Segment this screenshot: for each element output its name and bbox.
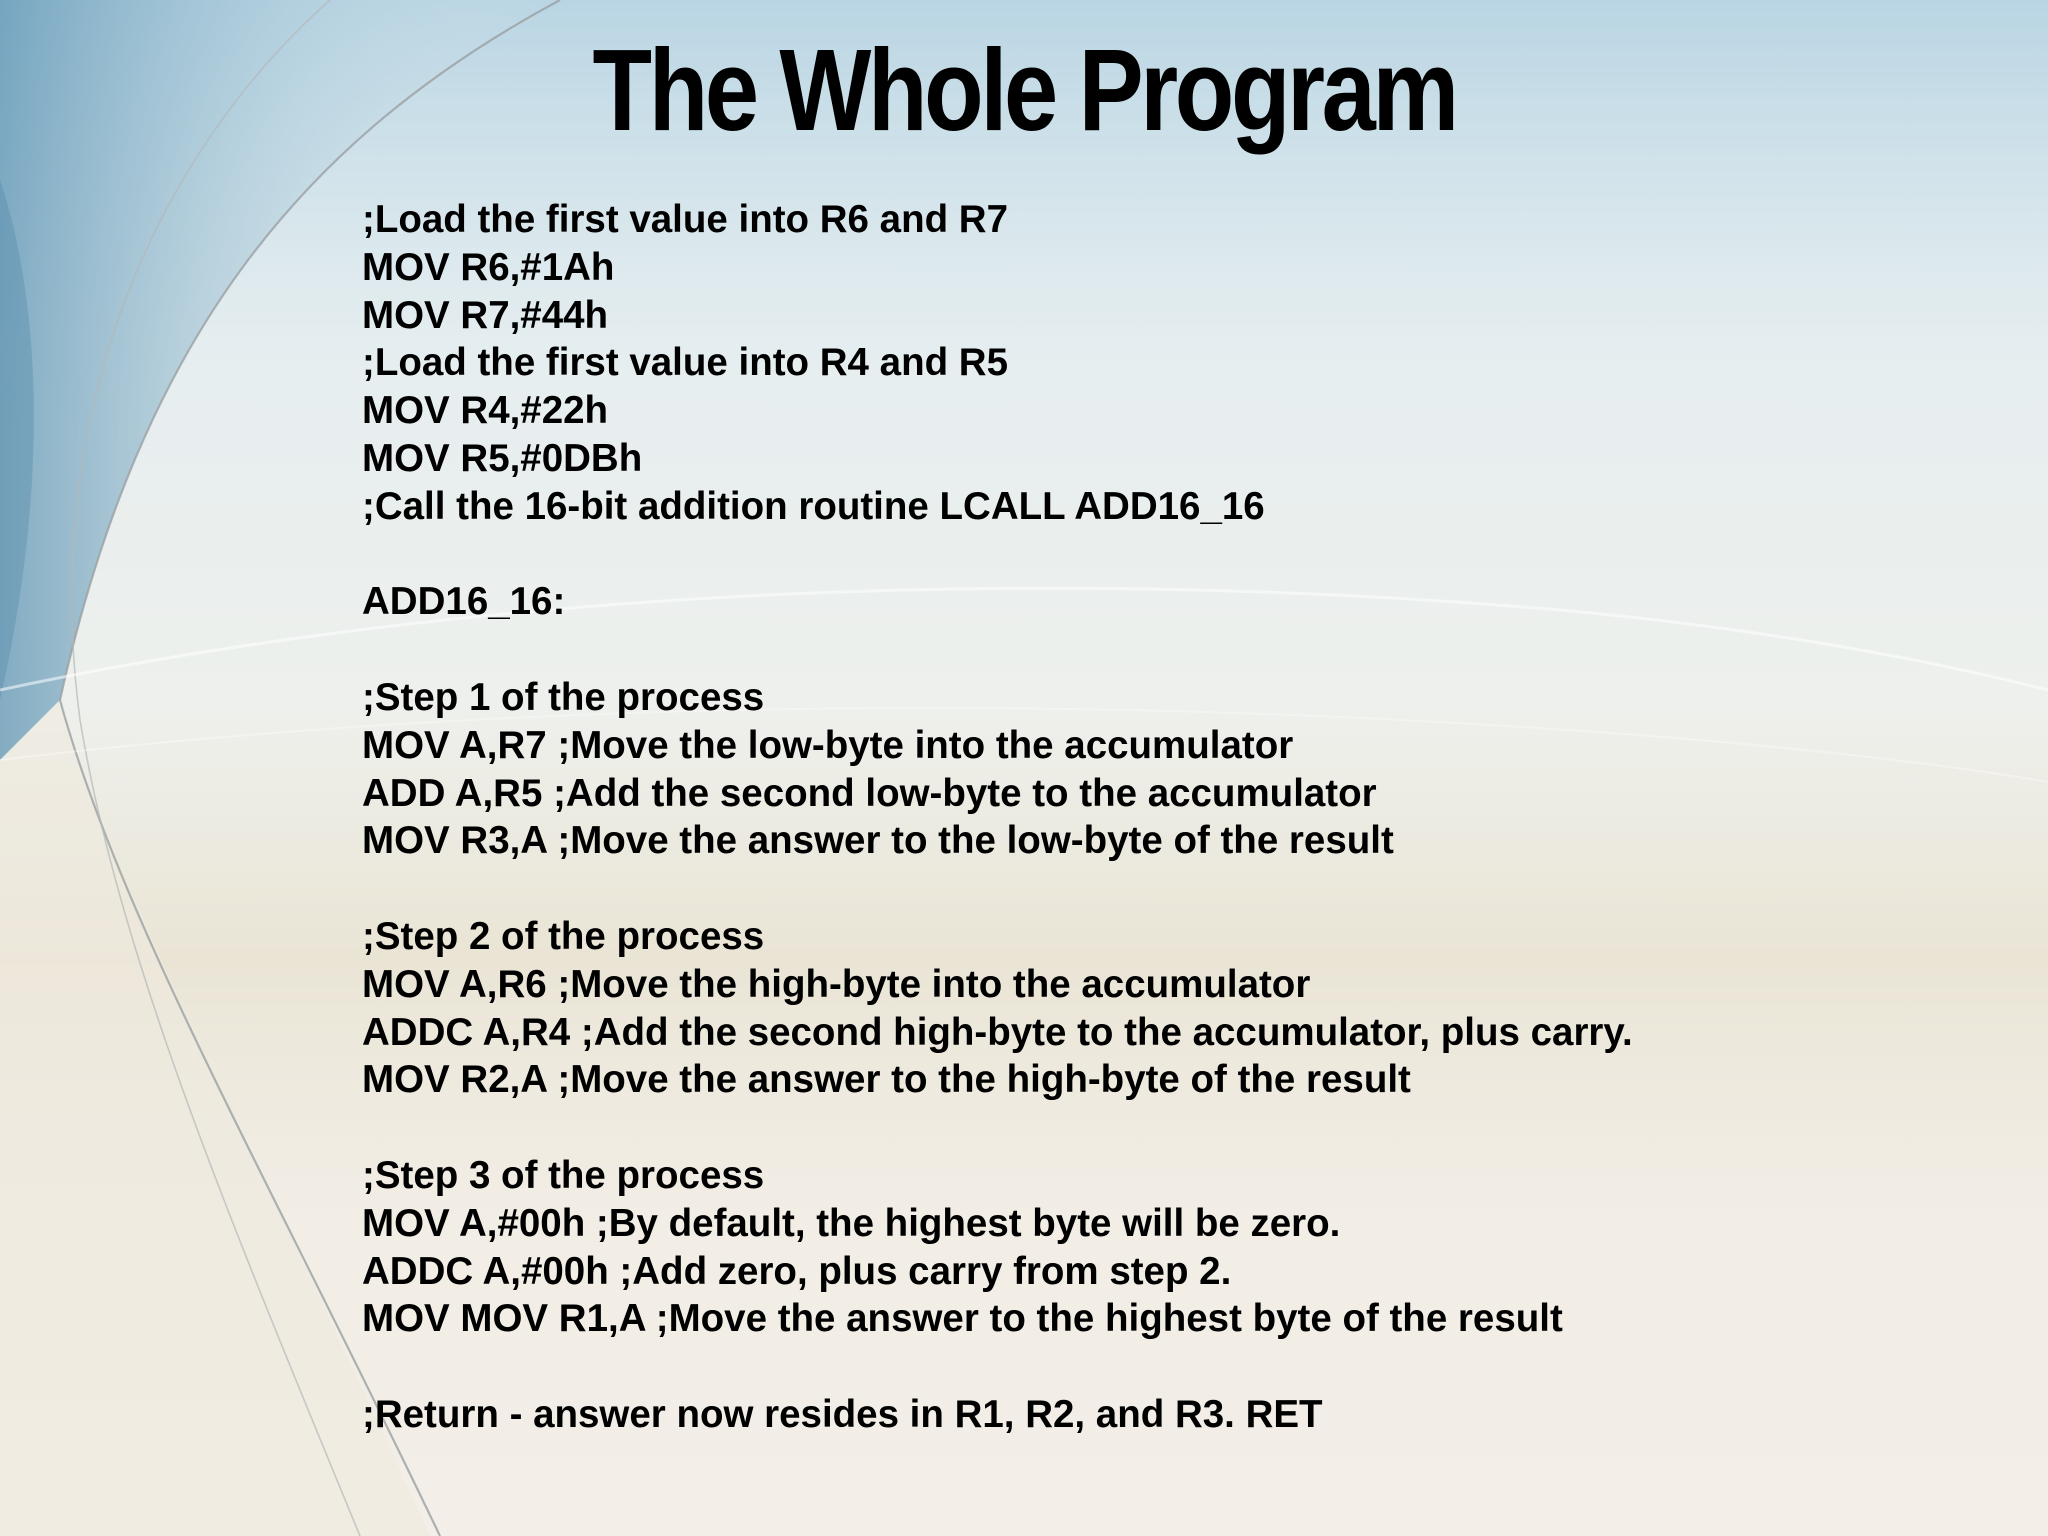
code-line: ;Load the first value into R4 and R5 (362, 341, 1009, 385)
blank-line (362, 1343, 1962, 1391)
code-line: ;Return - answer now resides in R1, R2, and R3. RET (362, 1392, 1323, 1436)
blank-line (362, 626, 1962, 674)
code-line: ;Step 1 of the process (362, 675, 765, 719)
blank-line (362, 1104, 1962, 1152)
code-line: MOV R4,#22h (362, 389, 609, 433)
code-line: MOV MOV R1,A ;Move the answer to the highest byte of the result (362, 1297, 1563, 1341)
code-listing (362, 196, 1962, 1439)
code-line: ;Step 3 of the process (362, 1153, 765, 1197)
code-line: MOV A,R7 ;Move the low-byte into the accumulator (362, 723, 1294, 767)
code-line: ;Step 2 of the process (362, 914, 765, 958)
code-line: MOV R3,A ;Move the answer to the low-byte of the result (362, 819, 1394, 863)
blank-line (362, 531, 1962, 579)
code-line: MOV A,#00h ;By default, the highest byte will be zero. (362, 1201, 1341, 1245)
code-line: MOV R2,A ;Move the answer to the high-byte of the result (362, 1058, 1411, 1102)
code-line: MOV R7,#44h (362, 293, 609, 337)
code-line: ADDC A,R4 ;Add the second high-byte to the accumulator, plus carry. (362, 1010, 1633, 1054)
code-line: MOV A,R6 ;Move the high-byte into the accumulator (362, 962, 1311, 1006)
code-line: ADDC A,#00h ;Add zero, plus carry from step 2. (362, 1249, 1232, 1293)
code-line: MOV R6,#1Ah (362, 245, 615, 289)
code-line: ;Load the first value into R6 and R7 (362, 198, 1009, 241)
slide-title: The Whole Program (592, 25, 1456, 155)
code-line: ;Call the 16-bit addition routine LCALL ADD16_16 (362, 484, 1265, 528)
blank-line (362, 865, 1962, 913)
code-line: ADD A,R5 ;Add the second low-byte to the accumulator (362, 771, 1377, 815)
code-line: ADD16_16: (362, 580, 566, 624)
code-line: MOV R5,#0DBh (362, 436, 643, 480)
